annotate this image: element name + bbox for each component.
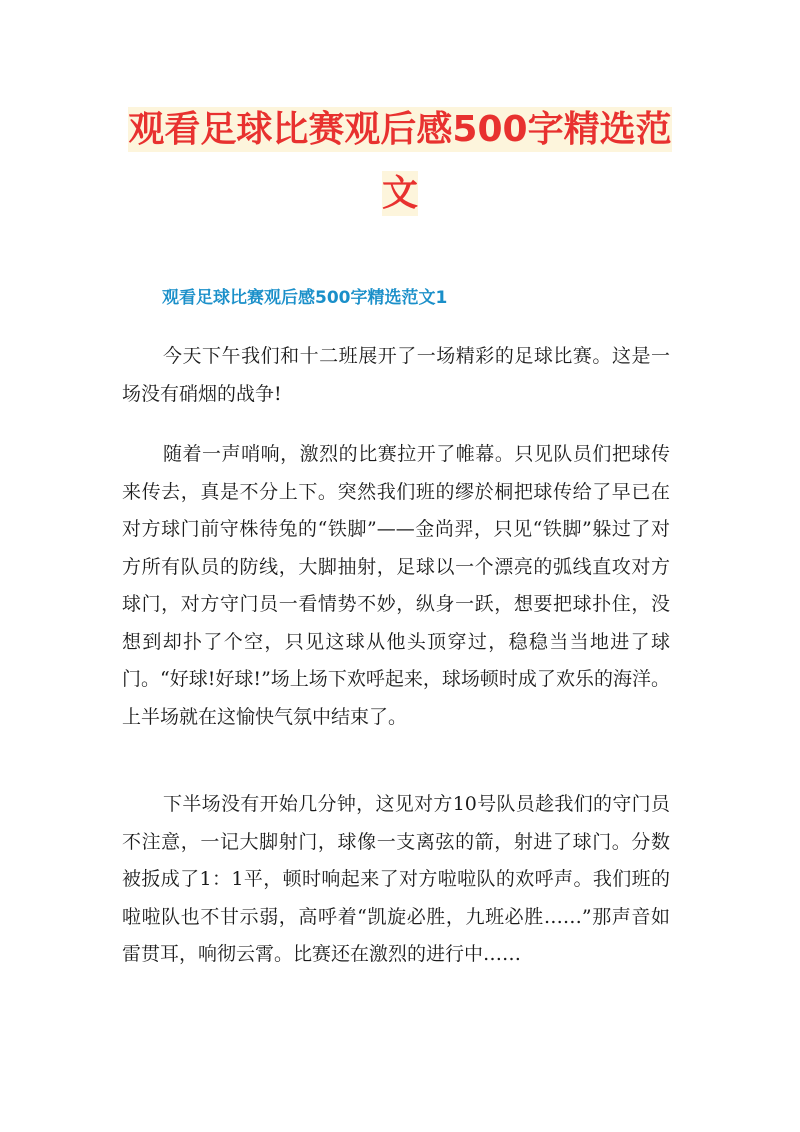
page-title [120,98,680,226]
paragraph-1: 今天下午我们和十二班展开了一场精彩的足球比赛。这是一场没有硝烟的战争! [122,345,670,405]
page-title-text: 观看足球比赛观后感500字精选范文 [128,109,672,214]
section-heading: 观看足球比赛观后感500字精选范文1 [162,288,448,308]
paragraph-3: 下半场没有开始几分钟，这见对方10号队员趁我们的守门员不注意，一记大脚射门，球像一支离弦的箭，射进了球门。分数被扳成了1：1平，顿时响起来了对方啦啦队的欢呼声。我们班的啦啦队也不甘示弱，高呼着“凯旋必胜，九班必胜……”那声音如雷贯耳，响彻云霄。比赛还在激烈的进行中…… [122,793,670,965]
paragraph-2: 随着一声哨响，激烈的比赛拉开了帷幕。只见队员们把球传来传去，真是不分上下。突然我们班的缪於桐把球传给了早已在对方球门前守株待兔的“铁脚”——金尚羿，只见“铁脚”躲过了对方所有队员的防线，大脚抽射，足球以一个漂亮的弧线直攻对方球门，对方守门员一看情势不妙，纵身一跃，想要把球扑住，没想到却扑了个空，只见这球从他头顶穿过，稳稳当当地进了球门。“好球!好球!”场上场下欢呼起来，球场顿时成了欢乐的海洋。上半场就在这愉快气氛中结束了。 [122,443,670,728]
